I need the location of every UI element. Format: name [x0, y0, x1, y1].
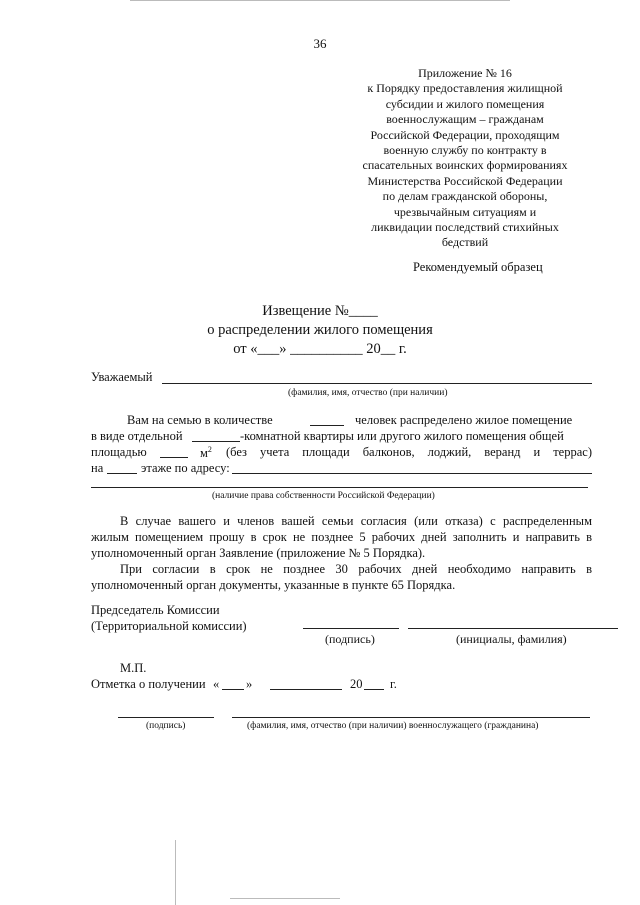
chair-initials-field[interactable] [408, 628, 618, 629]
receipt-label: Отметка о получении [91, 677, 206, 691]
page-number: 36 [313, 36, 327, 51]
p3-line1: При согласии в срок не позднее 30 рабочих дней необходимо направить в [120, 562, 592, 576]
scan-artifact [130, 0, 510, 1]
appendix-line: субсидии и жилого помещения [385, 96, 545, 111]
recipient-signature-field[interactable] [118, 717, 214, 718]
appendix-line: бедствий [441, 235, 489, 250]
appendix-line: по делам гражданской обороны, [382, 189, 548, 204]
appendix-line: чрезвычайным ситуациям и [393, 204, 537, 219]
notice-date-line: от «___» __________ 20__ г. [233, 341, 407, 357]
scan-artifact [175, 840, 176, 905]
chair-label: Председатель Комиссии [91, 603, 220, 617]
appendix-line: Российской Федерации, проходящим [370, 127, 560, 142]
initials-caption: (инициалы, фамилия) [456, 632, 567, 646]
area-field[interactable] [160, 457, 188, 458]
p1-line4-a: на [91, 461, 104, 475]
appendix-line: ликвидации последствий стихийных [371, 220, 559, 235]
p1-line1-b: человек распределено жилое помещение [355, 413, 573, 427]
receipt-year-suffix: г. [390, 677, 397, 691]
appendix-line: спасательных воинских формированиях [362, 158, 568, 173]
receipt-month-field[interactable] [270, 689, 342, 690]
address-field[interactable] [232, 473, 592, 474]
recipient-name-field[interactable] [232, 717, 590, 718]
p1-line4-b: этаже по адресу: [141, 461, 230, 475]
greeting-label: Уважаемый [91, 370, 153, 384]
unit-exponent: 2 [207, 445, 212, 454]
p2-line3: уполномоченный орган Заявление (приложение № 5 Порядка). [91, 546, 426, 560]
ownership-field[interactable] [91, 487, 588, 488]
appendix-block [330, 66, 600, 251]
p2-line1: В случае вашего и членов вашей семьи согласия (или отказа) с распределенным [120, 514, 592, 528]
seal-label: М.П. [120, 661, 147, 675]
appendix-line: к Порядку предоставления жилищной [367, 81, 563, 96]
receipt-open-quote: « [213, 677, 220, 691]
receipt-year-prefix: 20 [350, 677, 363, 691]
p2-line2: жилым помещением прошу в срок не позднее 5 рабочих дней заполнить и направить в [91, 530, 592, 544]
appendix-line: военную службу по контракту в [383, 143, 547, 158]
recommended-sample-label: Рекомендуемый образец [413, 260, 543, 274]
recipient-name-caption: (фамилия, имя, отчество (при наличии) военнослужащего (гражданина) [247, 721, 539, 731]
p1-line3-unit [200, 445, 212, 461]
appendix-line: Министерства Российской Федерации [367, 173, 563, 188]
p3-line2: уполномоченный орган документы, указанные в пункте 65 Порядка. [91, 578, 456, 592]
chair-signature-field[interactable] [303, 628, 399, 629]
room-count-field[interactable] [192, 441, 240, 442]
recipient-sign-caption: (подпись) [146, 721, 186, 731]
appendix-title: Приложение № 16 [418, 66, 512, 80]
p1-line2-a: в виде отдельной [91, 429, 183, 443]
p1-line3-a: площадью [91, 445, 147, 459]
family-size-field[interactable] [310, 425, 344, 426]
sign-caption: (подпись) [325, 632, 375, 646]
p1-line3-c: (без учета площади балконов, лоджий, веранд и террас) [226, 445, 592, 459]
notice-title: Извещение №____ [262, 303, 378, 319]
floor-field[interactable] [107, 473, 137, 474]
addressee-name-line[interactable] [162, 383, 592, 384]
ownership-caption: (наличие права собственности Российской Федерации) [212, 491, 435, 501]
receipt-day-field[interactable] [222, 689, 244, 690]
p1-line2-b: -комнатной квартиры или другого жилого помещения общей [240, 429, 564, 443]
appendix-line: военнослужащим – гражданам [386, 112, 544, 127]
receipt-close-quote: » [246, 677, 253, 691]
p1-line1-a: Вам на семью в количестве [127, 413, 273, 427]
scan-artifact [230, 898, 340, 899]
territorial-label: (Территориальной комиссии) [91, 619, 247, 633]
unit-m: м [200, 446, 208, 461]
receipt-year-field[interactable] [364, 689, 384, 690]
addressee-caption: (фамилия, имя, отчество (при наличии) [288, 388, 448, 398]
notice-subtitle: о распределении жилого помещения [207, 322, 433, 338]
